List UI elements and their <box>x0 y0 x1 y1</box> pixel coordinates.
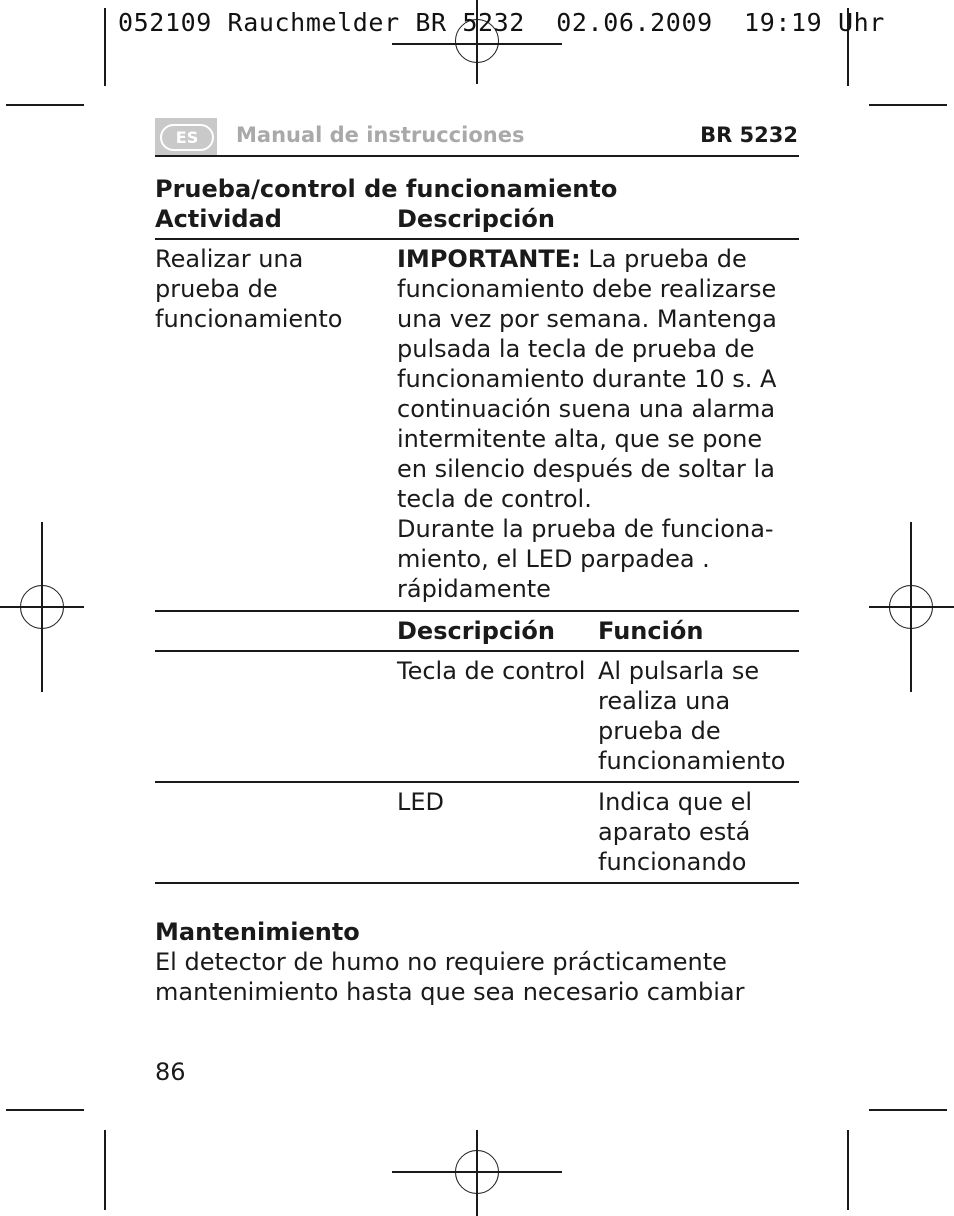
activity-cell: Realizar una prueba de funcionamiento <box>155 245 343 333</box>
subtable-header-descripcion: Descripción <box>397 617 555 645</box>
table-rule <box>155 882 799 884</box>
table-row-func: Al pulsarla se realiza una prueba de funcionamiento <box>598 657 786 775</box>
table-rule <box>155 610 799 612</box>
table-rule <box>155 238 799 240</box>
column-header-descripcion: Descripción <box>397 205 555 233</box>
maintenance-title: Mantenimiento <box>155 918 360 946</box>
maintenance-text: El detector de humo no requiere prácticamente mantenimiento hasta que sea necesario cambiar <box>155 948 745 1006</box>
table-row-desc: LED <box>397 788 445 816</box>
page-number: 86 <box>155 1058 186 1086</box>
column-header-actividad: Actividad <box>155 205 282 233</box>
header-rule <box>155 155 799 157</box>
table-row-desc: Tecla de control <box>397 657 586 685</box>
table-rule <box>155 650 799 652</box>
subtable-header-funcion: Función <box>598 617 704 645</box>
table-row-func: Indica que el aparato está funcionando <box>598 788 752 876</box>
language-badge: ES <box>160 124 214 151</box>
table-rule <box>155 781 799 783</box>
important-label: IMPORTANTE: <box>397 245 581 273</box>
section-title: Prueba/control de funcionamiento <box>155 175 618 203</box>
description-cell: IMPORTANTE: La prueba de funcionamiento debe realizarse una vez por semana. Mantenga pulsada la tecla de prueba de funcionamiento durante 10 s. A continuación suena una alarma intermitente alta, que se pone en silencio después de soltar la tecla de control. Durante la prueba de funciona- miento, el LED parpadea . rápidamente <box>397 245 777 603</box>
model-number: BR 5232 <box>700 123 798 147</box>
manual-title: Manual de instrucciones <box>236 123 525 147</box>
print-slug: 052109 Rauchmelder BR 5232 02.06.2009 19:19 Uhr <box>118 8 885 37</box>
